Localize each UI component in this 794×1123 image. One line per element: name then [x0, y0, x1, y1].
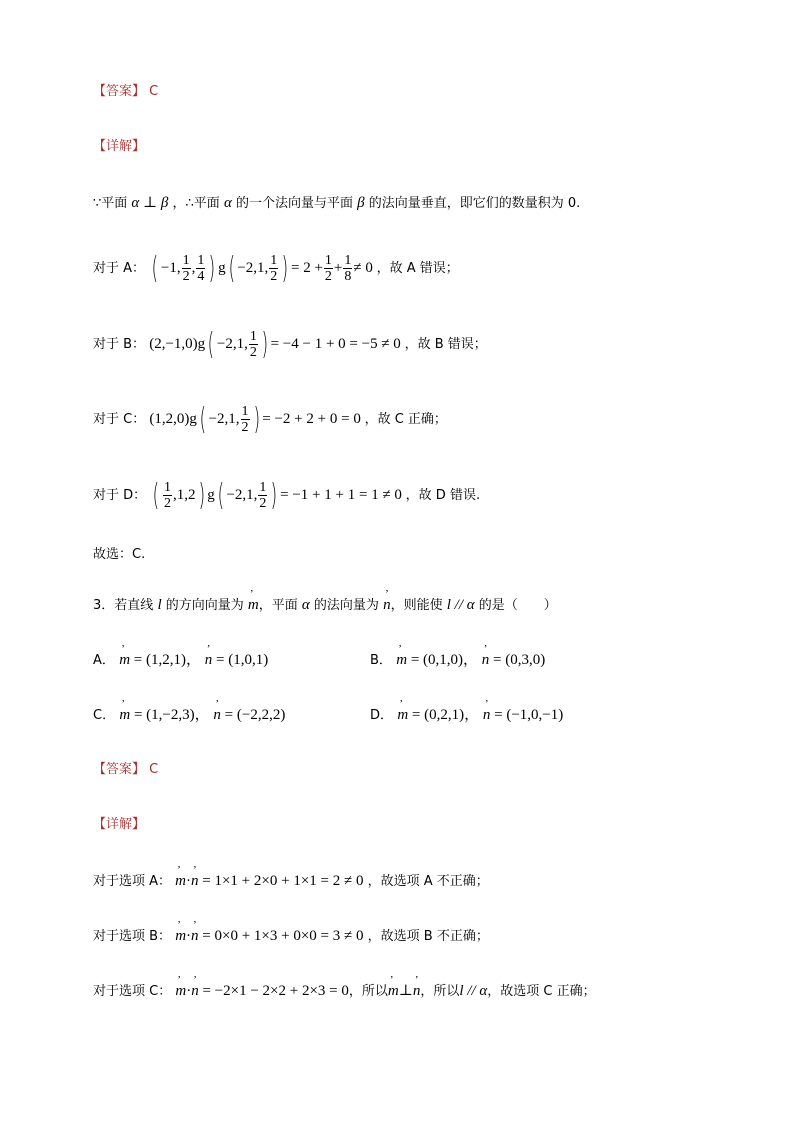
answer-value: C: [149, 84, 159, 99]
check-c-mid2: ，所以: [420, 984, 460, 999]
intro-beta: β: [357, 195, 365, 211]
case-c-vector: (1,2,0): [149, 411, 190, 427]
check-c-result: ，故选项 C 正确；: [487, 984, 596, 999]
stem-suffix: 的是（ ）: [478, 598, 557, 613]
case-a-formula: ( −1, $\frac{1}{2}$ , $\frac{1}{4}$ ) g( −2,1, $\frac{1}{2}$ ) = 2 + $\frac{1}{2}$ + $\frac{1}{8}$ ≠ 0: [151, 250, 377, 286]
check-b-label: 对于选项 B：: [93, 929, 172, 944]
answer-heading-2: [93, 760, 158, 780]
question-number: 3．: [93, 598, 115, 613]
option-letter: B．: [370, 653, 392, 668]
check-a-result: ，故选项 A 不正确；: [367, 874, 489, 889]
option-b[interactable]: B． ’ m = (0,1,0)， ’ n = (0,3,0): [370, 650, 545, 671]
case-c-formula: (1,2,0)g( −2,1, $\frac{1}{2}$ ) = −2 + 2 + 0 = 0: [149, 401, 361, 437]
explain-heading-1: [93, 137, 145, 157]
intro-prefix: ∵平面: [93, 196, 128, 211]
case-a-line: [93, 251, 459, 285]
option-n-value: = (1,0,1): [216, 652, 269, 668]
intro-mid1: ，∴平面: [172, 196, 220, 211]
option-n-value: = (−1,0,−1): [494, 707, 564, 723]
answer-label: 【答案】: [93, 762, 146, 777]
stem-prefix: 若直线: [114, 598, 154, 613]
case-b-vector: (2,−1,0): [149, 336, 198, 352]
option-letter: A．: [93, 653, 115, 668]
intro-line: [93, 193, 580, 214]
stem-mid4: ，则能使: [390, 598, 443, 613]
question-3-stem: [93, 595, 557, 616]
case-a-result: ，故 A 错误；: [376, 261, 459, 276]
option-b-check: 对于选项 B： ’ m·’ n = 0×0 + 1×3 + 0×0 = 3 ≠ 0 ，故选项 B 不正确；: [93, 926, 489, 947]
case-c-result: ，故 C 正确；: [364, 412, 447, 427]
case-c-line: [93, 402, 447, 436]
check-c-mid1: ，所以: [348, 984, 388, 999]
explain-heading-2: [93, 815, 145, 835]
answer-value: C: [149, 762, 159, 777]
option-m-value: = (1,−2,3): [133, 707, 195, 723]
option-a-check: 对于选项 A： ’ m·’ n = 1×1 + 2×0 + 1×1 = 2 ≠ 0 ，故选项 A 不正确；: [93, 871, 489, 892]
stem-mid3: 的法向量为: [313, 598, 379, 613]
check-c-expr: = −2×1 − 2×2 + 2×3 = 0: [202, 983, 349, 999]
case-d-result: ，故 D 错误.: [405, 488, 481, 503]
check-c-perp: ⊥: [398, 983, 413, 999]
case-b-result: ，故 B 错误；: [404, 337, 487, 352]
explain-label: 【详解】: [93, 139, 146, 154]
case-a-label: 对于 A：: [93, 261, 146, 276]
check-a-expr: = 1×1 + 2×0 + 1×1 = 2 ≠ 0: [202, 873, 364, 889]
answer-heading-1: [93, 82, 158, 102]
stem-vector-n: ’ n: [383, 595, 391, 615]
conclusion: 故选：C.: [93, 547, 146, 562]
option-c[interactable]: C． ’ m = (1,−2,3)， ’ n = (−2,2,2): [93, 705, 285, 726]
case-d-line: [93, 478, 480, 512]
option-a[interactable]: A． ’ m = (1,2,1)， ’ n = (1,0,1): [93, 650, 268, 671]
option-n-value: = (0,3,0): [493, 652, 546, 668]
check-b-result: ，故选项 B 不正确；: [367, 929, 489, 944]
case-b-formula: (2,−1,0)g( −2,1, $\frac{1}{2}$ ) = −4 − 1 + 0 = −5 ≠ 0: [149, 326, 401, 362]
explain-label: 【详解】: [93, 817, 146, 832]
case-d-label: 对于 D：: [93, 488, 147, 503]
intro-relation: α ⊥ β: [131, 195, 169, 211]
answer-label: 【答案】: [93, 84, 146, 99]
intro-suffix: 的法向量垂直，即它们的数量积为 0.: [368, 196, 581, 211]
option-n-value: = (−2,2,2): [224, 707, 286, 723]
intro-mid2: 的一个法向量与平面: [235, 196, 353, 211]
option-d[interactable]: D． ’ m = (0,2,1)， ’ n = (−1,0,−1): [370, 705, 563, 726]
stem-mid1: 的方向向量为: [165, 598, 244, 613]
intro-alpha: α: [223, 195, 232, 211]
case-b-expr: = −4 − 1 + 0 = −5 ≠ 0: [270, 336, 401, 352]
stem-vector-m: ’ m: [248, 595, 259, 615]
case-c-label: 对于 C：: [93, 412, 146, 427]
case-b-label: 对于 B：: [93, 337, 146, 352]
check-c-label: 对于选项 C：: [93, 984, 172, 999]
case-b-line: [93, 327, 487, 361]
check-b-expr: = 0×0 + 1×3 + 0×0 = 3 ≠ 0: [202, 928, 364, 944]
case-d-expr: = −1 + 1 + 1 = 1 ≠ 0: [280, 487, 402, 503]
stem-condition: l // α: [446, 597, 475, 613]
check-c-parallel: l // α: [459, 983, 488, 999]
conclusion-line: [93, 545, 145, 565]
option-m-value: = (0,2,1): [411, 707, 465, 723]
stem-line-l: l: [157, 597, 162, 613]
case-c-expr: = −2 + 2 + 0 = 0: [262, 411, 361, 427]
option-m-value: = (1,2,1): [133, 652, 186, 668]
check-a-label: 对于选项 A：: [93, 874, 172, 889]
option-c-check: 对于选项 C： ’ m·’ n = −2×1 − 2×2 + 2×3 = 0，所以’ m⊥’ n，所以l // α，故选项 C 正确；: [93, 981, 596, 1002]
stem-alpha: α: [301, 597, 310, 613]
option-letter: C．: [93, 708, 116, 723]
option-m-value: = (0,1,0): [410, 652, 464, 668]
stem-mid2: ，平面: [258, 598, 298, 613]
option-letter: D．: [370, 708, 394, 723]
case-d-formula: ( $\frac{1}{2}$ ,1,2) g( −2,1, $\frac{1}{2}$ ) = −1 + 1 + 1 = 1 ≠ 0: [152, 477, 402, 513]
